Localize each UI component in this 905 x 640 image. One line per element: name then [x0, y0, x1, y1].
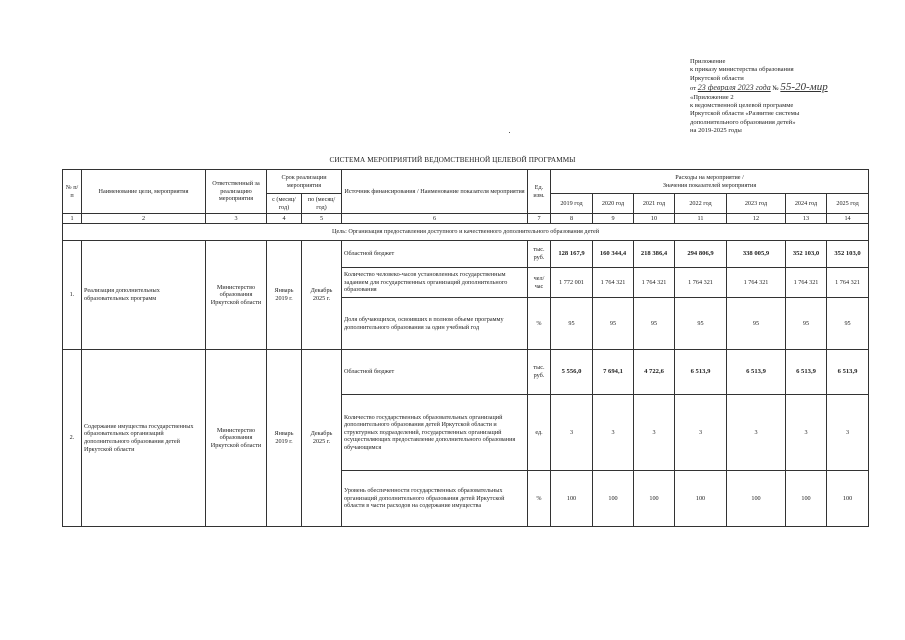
row-from: Январь 2019 г.: [267, 350, 302, 527]
document-title: СИСТЕМА МЕРОПРИЯТИЙ ВЕДОМСТВЕННОЙ ЦЕЛЕВОЙ ПРОГРАММЫ: [329, 156, 576, 164]
value-cell: 100: [675, 471, 727, 527]
value-cell: 1 764 321: [593, 268, 634, 298]
header-indicators-label: Значения показателей мероприятия: [662, 181, 757, 189]
value-cell: 100: [593, 471, 634, 527]
value-cell: 4 722,6: [634, 350, 675, 395]
value-cell: 95: [786, 298, 827, 350]
value-cell: 95: [593, 298, 634, 350]
header-year: 2025 год: [827, 194, 869, 214]
handwritten-number: 55-20-мир: [780, 81, 828, 94]
header-name: Наименование цели, мероприятия: [82, 170, 206, 214]
column-number: 5: [302, 214, 342, 224]
header-period: Срок реализации мероприятия: [267, 170, 342, 194]
header-num: № п/п: [63, 170, 82, 214]
appendix-block: [690, 58, 890, 136]
value-cell: 100: [827, 471, 869, 527]
goal-row: Цель: Организация предоставления доступного и качественного дополнительного образования детей: [63, 224, 869, 241]
value-cell: 6 513,9: [675, 350, 727, 395]
value-cell: 1 764 321: [634, 268, 675, 298]
value-cell: 3: [551, 395, 593, 471]
header-source: Источник финансирования / Наименование показателя мероприятия: [342, 170, 528, 214]
appendix-line: Приложение: [690, 58, 726, 65]
value-cell: 100: [727, 471, 786, 527]
value-cell: 6 513,9: [827, 350, 869, 395]
value-cell: 352 103,0: [827, 241, 869, 268]
appendix-line: Иркутской области: [690, 74, 744, 82]
row-unit: %: [528, 298, 551, 350]
value-cell: 95: [727, 298, 786, 350]
row-name: Содержание имущества государственных образовательных организаций дополнительного образования детей Иркутской области: [82, 350, 206, 527]
value-cell: 5 556,0: [551, 350, 593, 395]
column-number: 14: [827, 214, 869, 224]
row-responsible: Министерство образования Иркутской области: [206, 241, 267, 350]
value-cell: 95: [634, 298, 675, 350]
row-num: 2.: [63, 350, 82, 527]
column-number: 6: [342, 214, 528, 224]
row-num: 1.: [63, 241, 82, 350]
row-indicator: Количество человеко-часов установленных государственным заданием для государственных организаций дополнительного образования: [342, 268, 528, 298]
value-cell: 1 772 001: [551, 268, 593, 298]
row-unit: %: [528, 471, 551, 527]
value-cell: 128 167,9: [551, 241, 593, 268]
header-unit: Ед. изм.: [528, 170, 551, 214]
row-source: Областной бюджет: [342, 241, 528, 268]
row-to: Декабрь 2025 г.: [302, 241, 342, 350]
row-name: Реализация дополнительных образовательных программ: [82, 241, 206, 350]
column-number: 11: [675, 214, 727, 224]
appendix-line: «Приложение 2: [690, 93, 734, 101]
value-cell: 3: [727, 395, 786, 471]
appendix-number-sign: №: [772, 85, 779, 93]
column-number: 10: [634, 214, 675, 224]
appendix-line: дополнительного образования детей»: [690, 118, 796, 126]
row-unit: чел/час: [528, 268, 551, 298]
value-cell: 1 764 321: [675, 268, 727, 298]
row-source: Областной бюджет: [342, 350, 528, 395]
header-expenses: [551, 170, 869, 194]
appendix-line: к ведомственной целевой программе: [690, 102, 794, 110]
header-expenses-label: Расходы на мероприятие /: [675, 173, 744, 181]
row-indicator: Количество государственных образовательных организаций дополнительного образования детей Иркутской области и структурных подразделений, государственных организаций осуществляющих предоставление дополнительного образования обучающимся: [342, 395, 528, 471]
value-cell: 7 694,1: [593, 350, 634, 395]
scan-dot: [509, 132, 510, 133]
value-cell: 100: [551, 471, 593, 527]
value-cell: 218 386,4: [634, 241, 675, 268]
column-number-row: [63, 214, 869, 224]
header-year: 2020 год: [593, 194, 634, 214]
program-table: [62, 169, 869, 527]
row-indicator: Уровень обеспеченности государственных образовательных организаций дополнительного образования детей Иркутской области в части расходов на содержание имущества: [342, 471, 528, 527]
value-cell: 95: [827, 298, 869, 350]
appendix-line: Иркутской области «Развитие системы: [690, 110, 800, 118]
value-cell: 1 764 321: [727, 268, 786, 298]
handwritten-date: 23 февраля 2023 года: [697, 83, 771, 93]
value-cell: 95: [551, 298, 593, 350]
column-number: 1: [63, 214, 82, 224]
row-unit: тыс. руб.: [528, 350, 551, 395]
column-number: 3: [206, 214, 267, 224]
row-unit: тыс. руб.: [528, 241, 551, 268]
column-number: 4: [267, 214, 302, 224]
column-number: 2: [82, 214, 206, 224]
header-responsible: Ответственный за реализацию мероприятия: [206, 170, 267, 214]
value-cell: 6 513,9: [786, 350, 827, 395]
value-cell: 6 513,9: [727, 350, 786, 395]
appendix-date-line: [690, 83, 890, 93]
value-cell: 1 764 321: [786, 268, 827, 298]
value-cell: 294 806,9: [675, 241, 727, 268]
value-cell: 160 344,4: [593, 241, 634, 268]
value-cell: 3: [786, 395, 827, 471]
appendix-line: к приказу министерства образования: [690, 66, 794, 74]
column-number: 7: [528, 214, 551, 224]
value-cell: 1 764 321: [827, 268, 869, 298]
value-cell: 3: [593, 395, 634, 471]
header-year: 2023 год: [727, 194, 786, 214]
value-cell: 100: [786, 471, 827, 527]
appendix-line: на 2019-2025 годы: [690, 127, 742, 135]
value-cell: 338 005,9: [727, 241, 786, 268]
column-number: 13: [786, 214, 827, 224]
header-year: 2022 год: [675, 194, 727, 214]
value-cell: 3: [827, 395, 869, 471]
value-cell: 95: [675, 298, 727, 350]
header-year: 2019 год: [551, 194, 593, 214]
header-year: 2024 год: [786, 194, 827, 214]
header-year: 2021 год: [634, 194, 675, 214]
value-cell: 352 103,0: [786, 241, 827, 268]
column-number: 12: [727, 214, 786, 224]
header-to: по (месяц/ год): [302, 194, 342, 214]
value-cell: 100: [634, 471, 675, 527]
value-cell: 3: [675, 395, 727, 471]
row-unit: ед.: [528, 395, 551, 471]
header-from: с (месяц/ год): [267, 194, 302, 214]
row-from: Январь 2019 г.: [267, 241, 302, 350]
row-responsible: Министерство образования Иркутской области: [206, 350, 267, 527]
appendix-from: от: [690, 85, 697, 93]
row-to: Декабрь 2025 г.: [302, 350, 342, 527]
row-indicator: Доля обучающихся, освоивших в полном объеме программу дополнительного образования за один учебный год: [342, 298, 528, 350]
value-cell: 3: [634, 395, 675, 471]
column-number: 9: [593, 214, 634, 224]
column-number: 8: [551, 214, 593, 224]
